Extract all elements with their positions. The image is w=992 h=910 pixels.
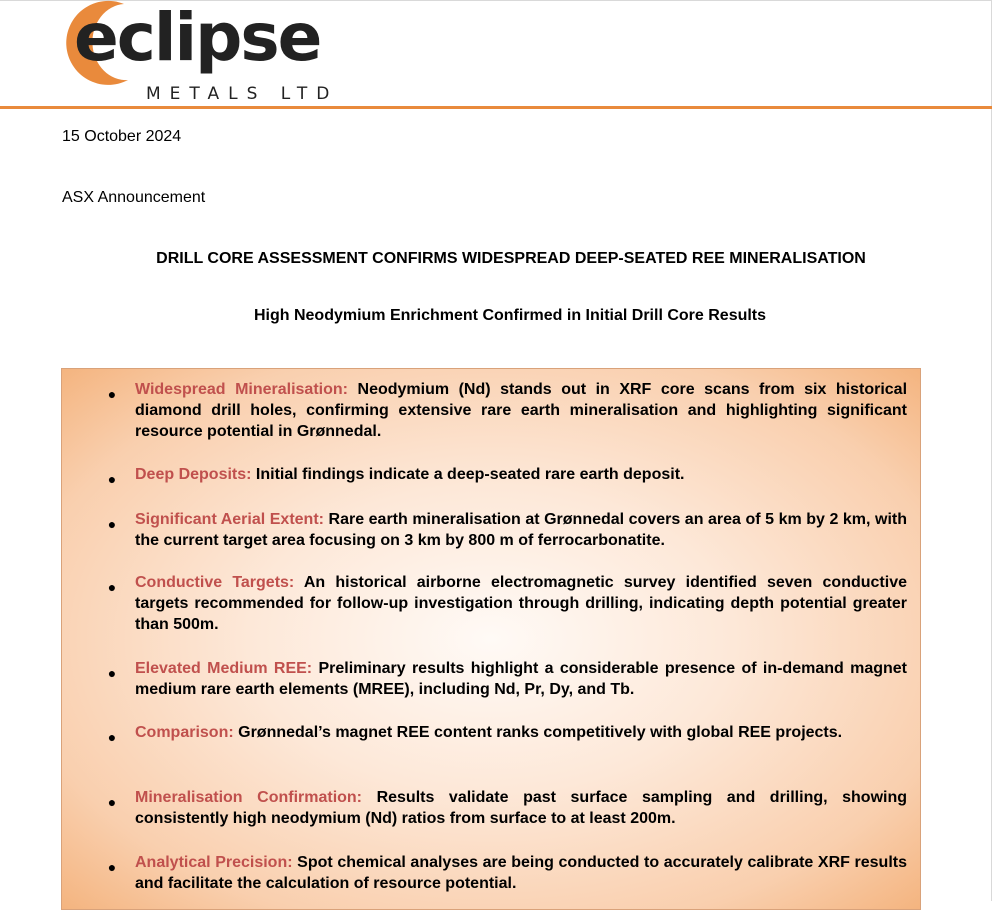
highlight-item [135, 572, 907, 635]
highlight-heading: Widespread Mineralisation: [135, 381, 348, 398]
announcement-title: DRILL CORE ASSESSMENT CONFIRMS WIDESPREAD DEEP-SEATED REE MINERALISATION [156, 250, 866, 267]
highlight-item [135, 722, 907, 743]
highlight-heading: Conductive Targets: [135, 574, 295, 591]
highlight-text: Rare earth mineralisation at Grønnedal covers an area of 5 km by 2 km, with the current target area focusing on 3 km by 800 m of ferrocarbonatite. [135, 511, 908, 549]
highlight-item [135, 658, 907, 700]
company-logo [62, 0, 382, 106]
bullet-icon: ● [107, 516, 117, 532]
highlight-text: Preliminary results highlight a considerable presence of in-demand magnet medium rare earth elements (MREE), including Nd, Pr, Dy, and Tb. [135, 660, 907, 698]
announcement-subtitle: High Neodymium Enrichment Confirmed in Initial Drill Core Results [253, 307, 767, 324]
announcement-type: ASX Announcement [62, 189, 206, 206]
highlights-panel [61, 368, 921, 910]
highlight-item [135, 787, 907, 829]
bullet-icon: ● [107, 579, 117, 595]
highlight-text: Spot chemical analyses are being conducted to accurately calibrate XRF results and facilitate the calculation of resource potential. [135, 854, 908, 892]
bullet-icon: ● [107, 471, 117, 487]
logo-wordmark: eclipse [74, 0, 321, 76]
announcement-date: 15 October 2024 [62, 128, 182, 145]
highlight-heading: Comparison: [135, 724, 234, 741]
highlight-heading: Analytical Precision: [135, 854, 293, 871]
highlight-heading: Mineralisation Confirmation: [135, 789, 363, 806]
highlight-item [135, 464, 907, 485]
bullet-icon: ● [107, 794, 117, 810]
highlight-item [135, 509, 907, 551]
highlight-heading: Elevated Medium REE: [135, 660, 313, 677]
logo-subtitle: METALS LTD [146, 84, 339, 104]
highlight-heading: Significant Aerial Extent: [135, 511, 324, 528]
bullet-icon: ● [107, 859, 117, 875]
highlight-text: Neodymium (Nd) stands out in XRF core scans from six historical diamond drill holes, confirming extensive rare earth mineralisation and highlighting significant resource potential in Grønnedal. [135, 381, 908, 440]
highlight-text: Grønnedal’s magnet REE content ranks competitively with global REE projects. [238, 724, 843, 741]
highlight-heading: Deep Deposits: [135, 466, 252, 483]
highlight-text: An historical airborne electromagnetic survey identified seven conductive targets recommended for follow-up investigation through drilling, indicating depth potential greater than 500m. [135, 574, 907, 633]
highlight-item [135, 852, 907, 894]
bullet-icon: ● [107, 665, 117, 681]
highlight-text: Results validate past surface sampling and drilling, showing consistently high neodymium (Nd) ratios from surface to at least 200m. [135, 789, 907, 827]
bullet-icon: ● [107, 729, 117, 745]
header-rule [0, 106, 992, 109]
bullet-icon: ● [107, 386, 117, 402]
highlight-item [135, 379, 907, 442]
highlight-text: Initial findings indicate a deep-seated rare earth deposit. [255, 466, 685, 483]
